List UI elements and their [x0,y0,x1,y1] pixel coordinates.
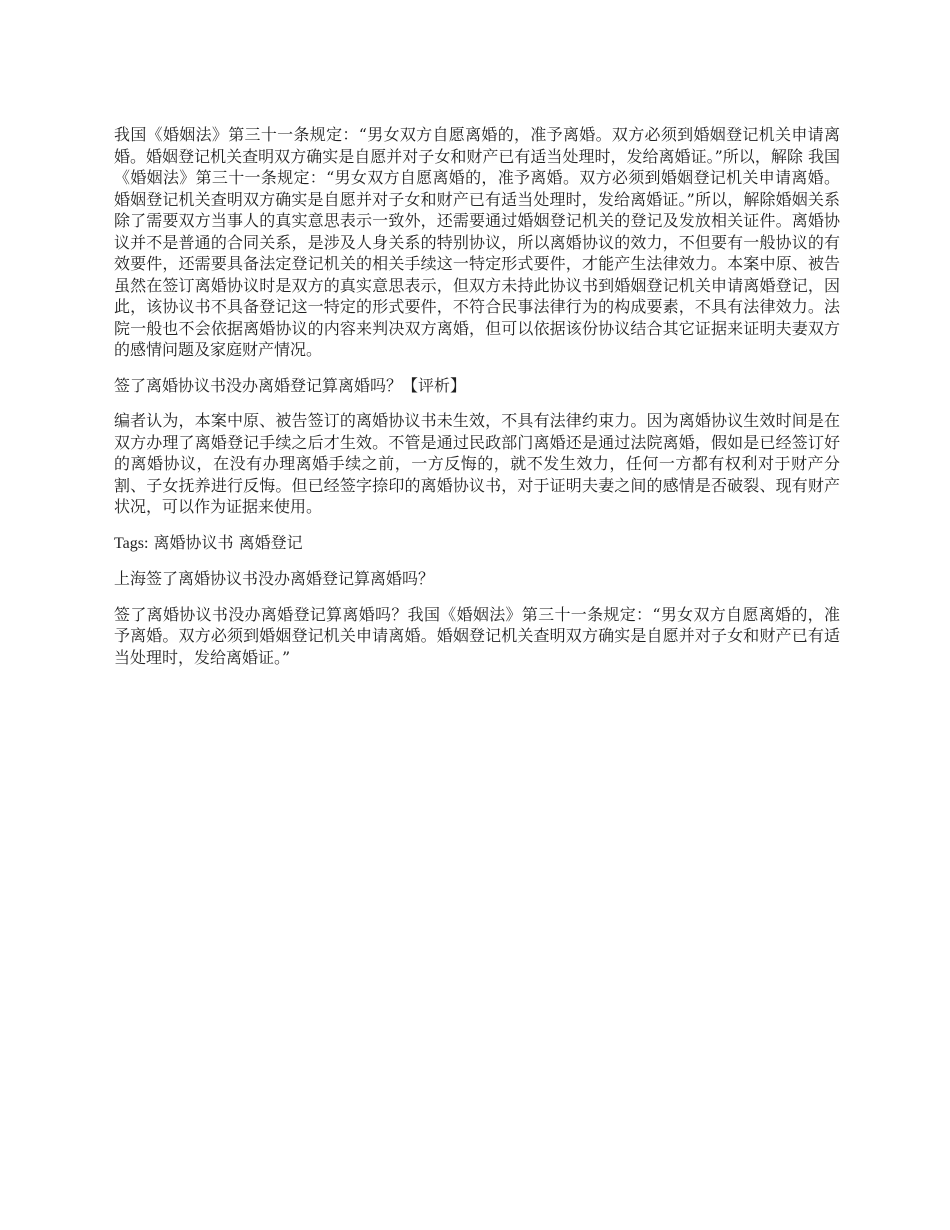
paragraph-question-heading: 签了离婚协议书没办离婚登记算离婚吗？【评析】 [114,375,467,395]
related-article-title: 上海签了离婚协议书没办离婚登记算离婚吗？ [114,569,435,588]
paragraph-law-explanation: 我国《婚姻法》第三十一条规定：“男女双方自愿离婚的，准予离婚。双方必须到婚姻登记机关申请离婚。婚姻登记机关查明双方确实是自愿并对子女和财产已有适当处理时，发给离婚证。”所以，解除 我国《婚姻法》第三十一条规定：“男女双方自愿离婚的，准予离婚。双方必须到婚姻登记机关申请离婚。婚姻登记机关查明双方确实是自愿并对子女和财产已有适当处理时，发给离婚证。”所以，解除婚姻关系除了需要双方当事人的真实意思表示一致外，还需要通过婚姻登记机关的登记及发放相关证件。离婚协议并不是普通的合同关系，是涉及人身关系的特别协议，所以离婚协议的效力，不但要有一般协议的有效要件，还需要具备法定登记机关的相关手续这一特定形式要件，才能产生法律效力。本案中原、被告虽然在签订离婚协议时是双方的真实意思表示，但双方未持此协议书到婚姻登记机关申请离婚登记，因此，该协议书不具备登记这一特定的形式要件，不符合民事法律行为的构成要素，不具有法律效力。法院一般也不会依据离婚协议的内容来判决双方离婚，但可以依据该份协议结合其它证据来证明夫妻双方的感情问题及家庭财产情况。 [114,125,840,359]
tags-list: 离婚协议书 离婚登记 [153,532,303,552]
tags-label: Tags: [114,534,149,552]
paragraph-editor-analysis: 编者认为，本案中原、被告签订的离婚协议书未生效，不具有法律约束力。因为离婚协议生效时间是在双方办理了离婚登记手续之后才生效。不管是通过民政部门离婚还是通过法院离婚，假如是已经签订好的离婚协议，在没有办理离婚手续之前，一方反悔的，就不发生效力，任何一方都有权利对于财产分割、子女抚养进行反悔。但已经签字捺印的离婚协议书，对于证明夫妻之间的感情是否破裂、现有财产状况，可以作为证据来使用。 [114,411,840,516]
document-body [114,124,840,682]
related-article-summary: 签了离婚协议书没办离婚登记算离婚吗？我国《婚姻法》第三十一条规定：“男女双方自愿离婚的，准予离婚。双方必须到婚姻登记机关申请离婚。婚姻登记机关查明双方确实是自愿并对子女和财产已有适当处理时，发给离婚证。” [114,604,840,667]
tags-line [114,532,840,555]
